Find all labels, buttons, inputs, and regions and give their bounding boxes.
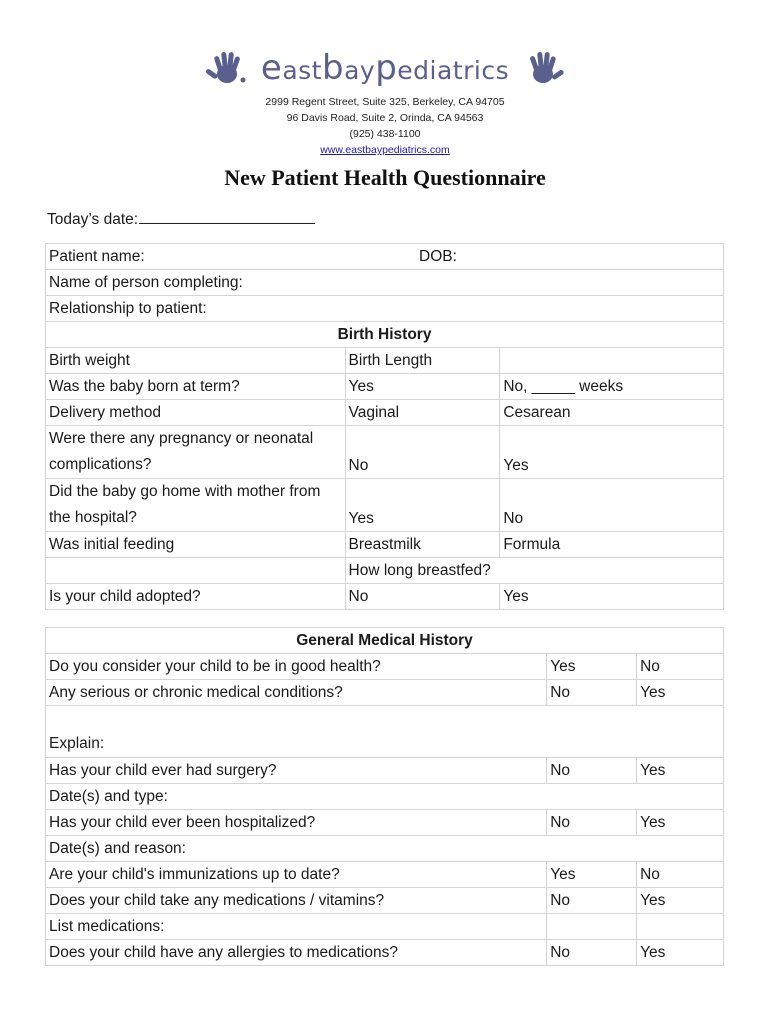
table-row — [46, 654, 724, 680]
table-row — [46, 374, 724, 400]
question-cell: Were there any pregnancy or neonatal complications? — [46, 426, 346, 479]
option-cell[interactable]: No — [500, 479, 724, 532]
option-cell[interactable]: Yes — [637, 680, 724, 706]
birth-history-heading: Birth History — [46, 322, 724, 348]
page-title: New Patient Health Questionnaire — [224, 165, 546, 190]
table-row — [46, 680, 724, 706]
question-cell: Delivery method — [46, 400, 346, 426]
question-cell: Is your child adopted? — [46, 584, 346, 610]
option-cell[interactable]: Cesarean — [500, 400, 724, 426]
list-medications-cell[interactable]: List medications: — [46, 914, 547, 940]
phone-number: (925) 438-1100 — [349, 128, 421, 140]
table-row — [46, 322, 724, 348]
table-row — [46, 532, 724, 558]
option-cell[interactable]: Yes — [637, 758, 724, 784]
left-hand-icon — [205, 46, 249, 90]
medical-history-heading: General Medical History — [46, 628, 724, 654]
table-row — [46, 348, 724, 374]
option-cell[interactable]: No — [547, 758, 637, 784]
question-cell: Was initial feeding — [46, 532, 346, 558]
table-row — [46, 706, 724, 758]
patient-name-cell[interactable] — [46, 244, 724, 270]
option-cell[interactable]: Yes — [500, 426, 724, 479]
table-row — [46, 810, 724, 836]
table-row — [46, 758, 724, 784]
table-row — [46, 479, 724, 532]
option-cell[interactable]: No — [345, 584, 500, 610]
table-row — [46, 784, 724, 810]
medical-history-table — [45, 627, 724, 966]
question-cell: Are your child's immunizations up to date? — [46, 862, 547, 888]
option-cell[interactable]: No — [547, 888, 637, 914]
option-cell[interactable]: No — [345, 426, 500, 479]
logo-wordmark: eastbaypediatrics — [260, 48, 510, 88]
option-cell[interactable]: Yes — [500, 584, 724, 610]
question-cell: Did the baby go home with mother from the hospital? — [46, 479, 346, 532]
website-link[interactable]: www.eastbaypediatrics.com — [320, 144, 450, 156]
dob-label: DOB: — [419, 248, 457, 265]
table-row — [46, 914, 724, 940]
hospitalization-dates-cell[interactable]: Date(s) and reason: — [46, 836, 724, 862]
option-cell[interactable]: No — [637, 862, 724, 888]
person-completing-cell[interactable]: Name of person completing: — [46, 270, 724, 296]
right-hand-icon — [521, 46, 565, 90]
table-row — [46, 244, 724, 270]
option-cell[interactable]: No — [637, 654, 724, 680]
explain-cell[interactable]: Explain: — [46, 706, 724, 758]
address-berkeley: 2999 Regent Street, Suite 325, Berkeley, CA 94705 — [265, 96, 505, 108]
todays-date-label: Today’s date: — [47, 211, 139, 228]
todays-date-field[interactable] — [47, 209, 315, 229]
question-cell: Any serious or chronic medical conditions? — [46, 680, 547, 706]
option-cell[interactable] — [547, 914, 637, 940]
table-row — [46, 888, 724, 914]
option-cell[interactable]: No — [547, 810, 637, 836]
surgery-dates-cell[interactable]: Date(s) and type: — [46, 784, 724, 810]
question-cell: Has your child ever had surgery? — [46, 758, 547, 784]
option-cell[interactable]: Yes — [547, 654, 637, 680]
option-cell[interactable]: Birth Length — [345, 348, 500, 374]
table-row — [46, 628, 724, 654]
question-cell: Does your child have any allergies to medications? — [46, 940, 547, 966]
question-cell: Was the baby born at term? — [46, 374, 346, 400]
option-cell[interactable]: Vaginal — [345, 400, 500, 426]
table-row — [46, 296, 724, 322]
table-row — [46, 426, 724, 479]
option-cell[interactable]: Yes — [637, 940, 724, 966]
option-cell[interactable] — [500, 348, 724, 374]
birth-history-table — [45, 243, 724, 610]
table-row — [46, 400, 724, 426]
option-cell[interactable]: Yes — [345, 479, 500, 532]
option-cell[interactable]: Breastmilk — [345, 532, 500, 558]
logo — [0, 46, 770, 90]
breastfed-duration-cell[interactable]: How long breastfed? — [345, 558, 723, 584]
option-cell[interactable]: Yes — [637, 810, 724, 836]
option-cell[interactable] — [637, 914, 724, 940]
relationship-cell[interactable]: Relationship to patient: — [46, 296, 724, 322]
table-row — [46, 270, 724, 296]
question-cell: Birth weight — [46, 348, 346, 374]
question-cell: Do you consider your child to be in good health? — [46, 654, 547, 680]
option-cell[interactable]: No — [547, 940, 637, 966]
patient-name-label: Patient name: — [49, 248, 145, 265]
table-row — [46, 836, 724, 862]
option-cell[interactable]: No, _____ weeks — [500, 374, 724, 400]
option-cell[interactable]: Yes — [547, 862, 637, 888]
option-cell[interactable]: Formula — [500, 532, 724, 558]
table-row — [46, 940, 724, 966]
question-cell — [46, 558, 346, 584]
question-cell: Has your child ever been hospitalized? — [46, 810, 547, 836]
address-orinda: 96 Davis Road, Suite 2, Orinda, CA 94563 — [286, 112, 484, 124]
table-row — [46, 862, 724, 888]
question-cell: Does your child take any medications / vitamins? — [46, 888, 547, 914]
option-cell[interactable]: No — [547, 680, 637, 706]
table-row — [46, 584, 724, 610]
todays-date-line[interactable] — [139, 209, 315, 224]
option-cell[interactable]: Yes — [637, 888, 724, 914]
table-row — [46, 558, 724, 584]
option-cell[interactable]: Yes — [345, 374, 500, 400]
